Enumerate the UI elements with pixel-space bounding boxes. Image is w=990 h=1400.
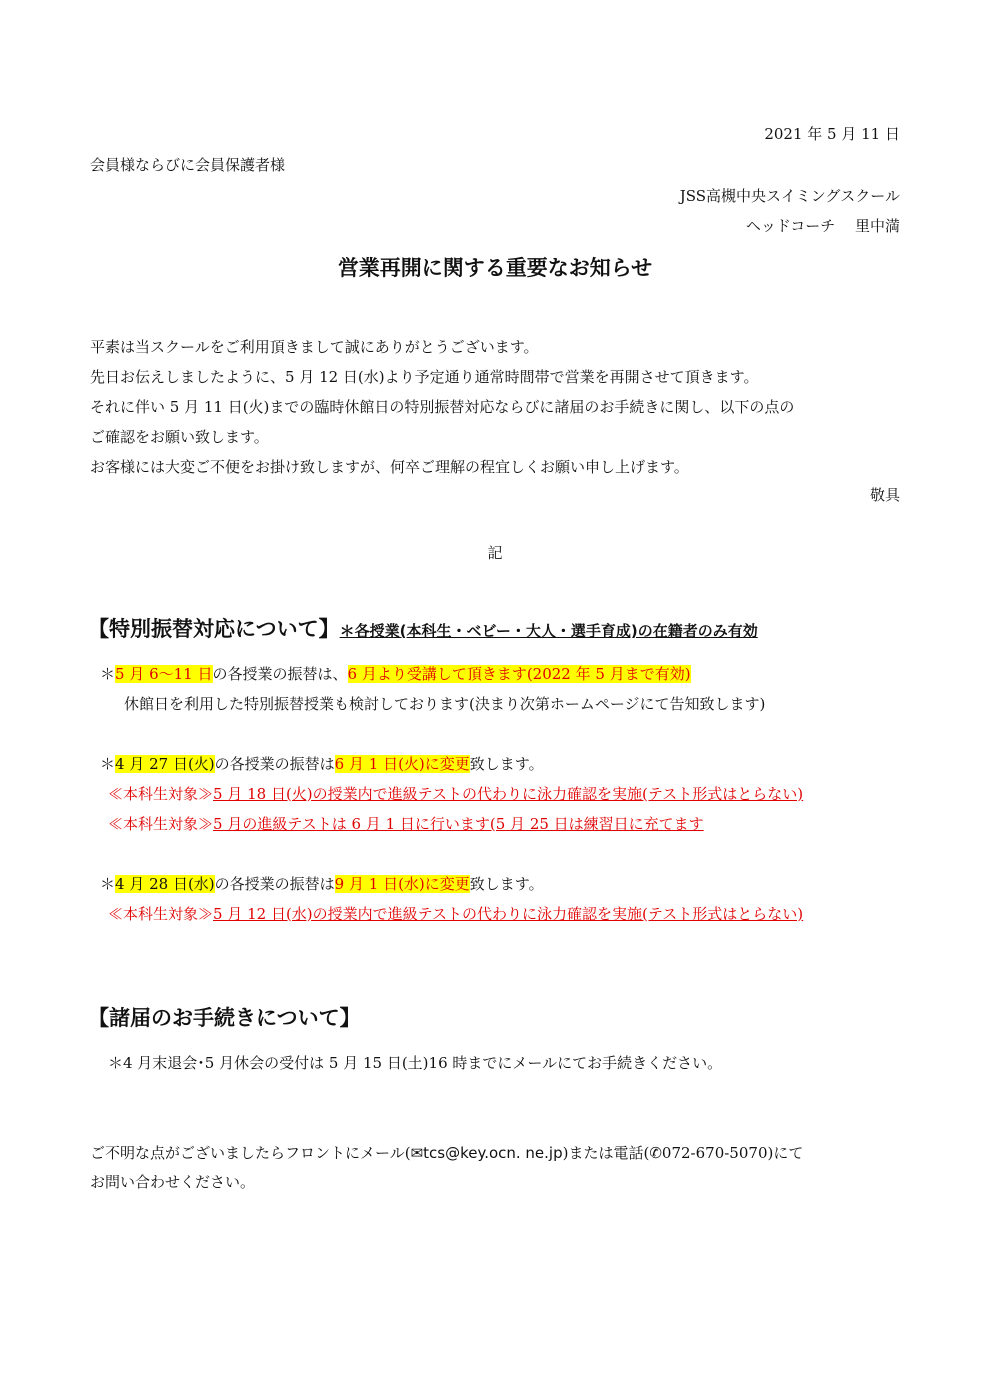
item3-note-1-text: 5 月 12 日(水)の授業内で進級テストの代わりに泳力確認を実施(テスト形式はとらない) xyxy=(213,905,804,923)
item3-note-1 xyxy=(108,904,803,924)
item3-highlight: 9 月 1 日(水)に変更 xyxy=(334,875,470,893)
item2-note-1 xyxy=(108,784,803,804)
item3-note-1-prefix: ≪本科生対象≫ xyxy=(108,905,214,923)
section2-text: ＊4 月末退会･5 月休会の受付は 5 月 15 日(土)16 時までにメールにてお手続きください。 xyxy=(108,1054,723,1072)
section1-note: ＊各授業(本科生・ベビー・大人・選手育成)の在籍者のみ有効 xyxy=(339,622,758,640)
sender-name: ヘッドコーチ 里中満 xyxy=(745,217,900,235)
item2-suffix: 致します。 xyxy=(469,755,544,773)
contact-text-b: )または電話( xyxy=(562,1144,650,1162)
closing-keigu: 敬具 xyxy=(869,486,900,504)
item2-line xyxy=(100,754,544,774)
organization-name: JSS高槻中央スイミングスクール xyxy=(679,187,900,205)
contact-line-2: お問い合わせください。 xyxy=(90,1173,256,1191)
intro-line-4: ご確認をお願い致します。 xyxy=(90,428,269,446)
contact-line-1 xyxy=(90,1143,803,1163)
item2-note-1-prefix: ≪本科生対象≫ xyxy=(108,785,214,803)
item2-text: の各授業の振替は xyxy=(214,755,335,773)
item2-bullet: ＊ xyxy=(100,755,116,773)
item3-bullet: ＊ xyxy=(100,875,116,893)
item3-line xyxy=(100,874,544,894)
contact-email[interactable]: ✉tcs@key.ocn. ne.jp xyxy=(410,1144,563,1162)
document-title: 営業再開に関する重要なお知らせ xyxy=(337,256,653,280)
item3-suffix: 致します。 xyxy=(469,875,544,893)
item2-highlight: 6 月 1 日(火)に変更 xyxy=(334,755,470,773)
item3-text: の各授業の振替は xyxy=(214,875,335,893)
item1-bullet: ＊ xyxy=(100,665,116,683)
item2-note-2 xyxy=(108,814,704,834)
section-procedures-heading: 【諸届のお手続きについて】 xyxy=(88,1006,361,1030)
contact-text-a: ご不明な点がございましたらフロントにメール( xyxy=(90,1144,411,1162)
item2-date: 4 月 27 日(火) xyxy=(115,755,215,773)
item1-text: の各授業の振替は、 xyxy=(212,665,348,683)
recipient: 会員様ならびに会員保護者様 xyxy=(90,156,286,174)
item1-date: 5 月 6〜11 日 xyxy=(115,665,213,683)
item2-note-2-prefix: ≪本科生対象≫ xyxy=(108,815,214,833)
section1-title: 【特別振替対応について】 xyxy=(88,617,340,641)
intro-line-2: 先日お伝えしましたように、5 月 12 日(水)より予定通り通常時間帯で営業を再開させて頂きます。 xyxy=(90,368,759,386)
intro-line-5: お客様には大変ご不便をお掛け致しますが、何卒ご理解の程宜しくお願い申し上げます。 xyxy=(90,458,689,476)
section-special-transfer-heading xyxy=(88,616,758,644)
document-date: 2021 年 5 月 11 日 xyxy=(764,125,900,143)
item3-date: 4 月 28 日(水) xyxy=(115,875,215,893)
item1-line xyxy=(100,664,691,684)
contact-phone[interactable]: ✆072-670-5070 xyxy=(649,1144,768,1162)
item1-sub: 休館日を利用した特別振替授業も検討しております(決まり次第ホームページにて告知致します) xyxy=(124,695,766,713)
intro-line-3: それに伴い 5 月 11 日(火)までの臨時休館日の特別振替対応ならびに諸届のお手続きに関し、以下の点の xyxy=(90,398,795,416)
ki-marker: 記 xyxy=(487,544,503,562)
item1-highlight: 6 月より受講して頂きます(2022 年 5 月まで有効) xyxy=(347,665,691,683)
intro-line-1: 平素は当スクールをご利用頂きまして誠にありがとうございます。 xyxy=(90,338,539,356)
item2-note-1-text: 5 月 18 日(火)の授業内で進級テストの代わりに泳力確認を実施(テスト形式はとらない) xyxy=(213,785,804,803)
item2-note-2-text: 5 月の進級テストは 6 月 1 日に行います(5 月 25 日は練習日に充てます xyxy=(213,815,704,833)
contact-text-c: )にて xyxy=(767,1144,804,1162)
